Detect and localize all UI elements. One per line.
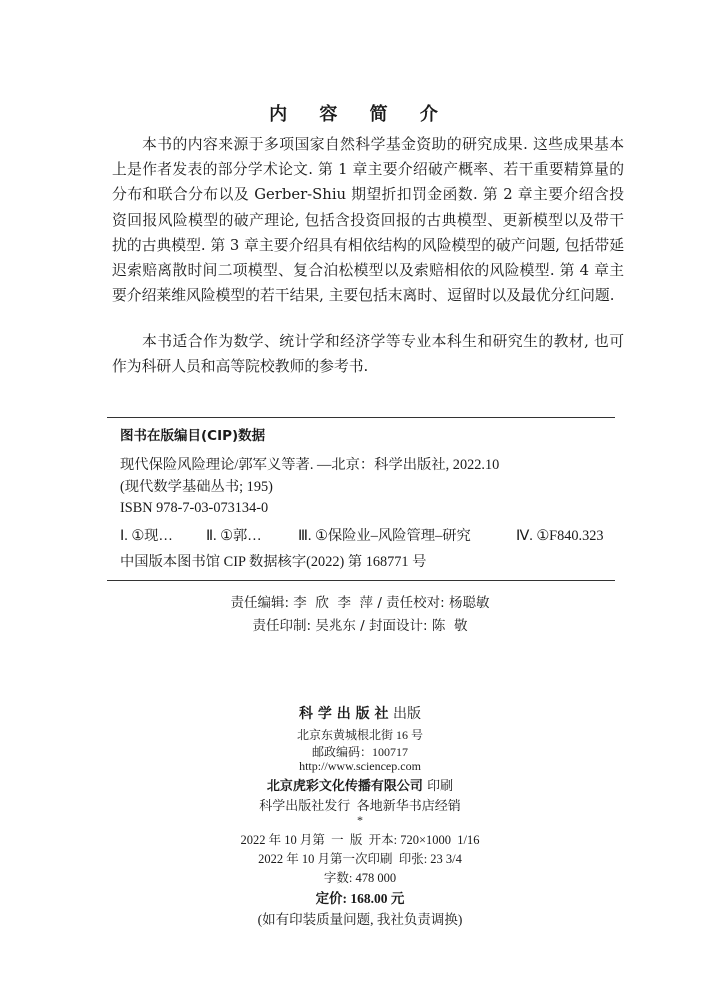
cip-title: 图书在版编目(CIP)数据	[120, 428, 266, 444]
divider	[107, 580, 615, 581]
quality-note: (如有印装质量问题, 我社负责调换)	[257, 912, 463, 927]
printer-line	[0, 775, 720, 794]
page-title: 内 容 简 介	[269, 104, 451, 125]
cip-classification	[120, 525, 604, 545]
editor-credits: 责任编辑: 李 欣 李 萍 / 责任校对: 杨聪敏	[230, 595, 490, 611]
intro-paragraph: 本书的内容来源于多项国家自然科学基金资助的研究成果. 这些成果基本上是作者发表的部分学术论文. 第 1 章主要介绍破产概率、若干重要精算量的分布和联合分布以及 Gerber-Shiu 期望折扣罚金函数. 第 2 章主要介绍含投资回报风险模型的破产理论, 包括含投资回报的古典模型、更新模型以及带干扰的古典模型. 第 3 章主要介绍具有相依结构的风险模型的破产问题, 包括带延迟索赔离散时间二项模型、复合泊松模型以及索赔相依的风险模型. 第 4 章主要介绍莱维风险模型的若干结果, 主要包括末离时、逗留时以及最优分红问题.	[112, 136, 624, 305]
cip-class-item: Ⅱ. ①郭…	[206, 528, 262, 544]
cip-class-item: Ⅰ. ①现…	[120, 528, 173, 544]
distribution: 科学出版社发行 各地新华书店经销	[259, 798, 461, 813]
cip-record: 现代保险风险理论/郭军义等著. —北京：科学出版社, 2022.10	[120, 457, 500, 473]
publisher-suffix: 出版	[392, 706, 421, 722]
divider	[107, 417, 615, 418]
cip-series: (现代数学基础丛书; 195)	[120, 479, 273, 495]
edition-info: 2022 年 10 月第 一 版 开本: 720×1000 1/16	[240, 833, 480, 847]
printer-name: 北京虎彩文化传播有限公司	[266, 779, 423, 794]
printer-suffix: 印刷	[427, 779, 454, 794]
price: 定价: 168.00 元	[315, 891, 405, 906]
cip-verification: 中国版本图书馆 CIP 数据核字(2022) 第 168771 号	[120, 554, 427, 570]
publisher-line	[0, 703, 720, 723]
separator-star: *	[357, 813, 363, 827]
publisher-website: http://www.sciencep.com	[299, 759, 421, 773]
publisher-name: 科 学 出 版 社	[299, 706, 389, 722]
word-count: 字数: 478 000	[323, 871, 397, 885]
cip-class-item: Ⅲ. ①保险业–风险管理–研究	[298, 528, 471, 544]
production-credits: 责任印制: 吴兆东 / 封面设计: 陈 敬	[252, 618, 468, 634]
printing-info: 2022 年 10 月第一次印刷 印张: 23 3/4	[258, 852, 462, 866]
cip-isbn: ISBN 978-7-03-073134-0	[120, 500, 269, 516]
publisher-postcode: 邮政编码：100717	[311, 745, 408, 759]
cip-class-item: Ⅳ. ①F840.323	[516, 528, 604, 544]
intro-paragraph: 本书适合作为数学、统计学和经济学等专业本科生和研究生的教材, 也可作为科研人员和高等院校教师的参考书.	[112, 333, 624, 376]
publisher-address: 北京东黄城根北街 16 号	[296, 728, 423, 742]
